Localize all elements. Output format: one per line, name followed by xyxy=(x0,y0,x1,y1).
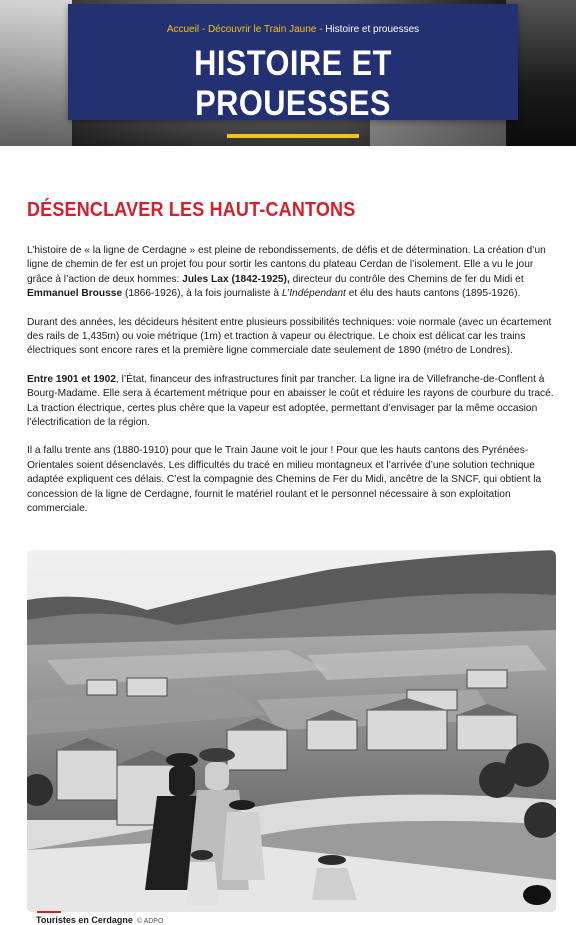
paragraph-intro: L’histoire de « la ligne de Cerdagne » est pleine de rebondissements, de défis et de détermination. La création d’un ligne de chemin de fer est un projet fou pour sortir les cantons du plateau Cerdan de l’isolement. Elle a vu le jour grâce à l’action de deux hommes: Jules Lax (1842-1925), directeur du contrôle des Chemins de fer du Midi et Emmanuel Brousse (1866-1926), à la fois journaliste à L’Indépendant et élu des hauts cantons (1895-1926). xyxy=(27,245,546,300)
hero-title-box xyxy=(68,4,518,123)
title-underline xyxy=(227,134,359,138)
photo-credit: © ADPO xyxy=(136,918,164,925)
paragraph-decision: Entre 1901 et 1902, l’État, financeur des infrastructures finit par trancher. La ligne ira de Villefranche-de-Conflent à Bourg-Madame. Elle sera à écartement métrique pour en abaisser le coût et réduire les rayons de courbure du tracé. La traction électrique, certes plus chère que la vapeur est adoptée, permettant d’envisager par la même occasion l’électrification de la région. xyxy=(27,373,554,429)
highlight-jules-lax: Jules Lax (1842-1925), xyxy=(182,273,290,285)
breadcrumb-separator: - xyxy=(316,24,326,35)
main-content xyxy=(27,198,555,517)
breadcrumb xyxy=(68,24,518,35)
caption-accent-bar xyxy=(37,911,61,913)
breadcrumb-current: Histoire et prouesses xyxy=(325,24,420,35)
historic-photo xyxy=(27,550,556,912)
section-title: DÉSENCLAVER LES HAUT-CANTONS xyxy=(27,199,356,221)
highlight-dates: Entre 1901 et 1902 xyxy=(27,373,116,385)
page-title: HISTOIRE ET PROUESSES xyxy=(194,44,392,123)
photo-illustration xyxy=(27,550,556,912)
highlight-emmanuel-brousse: Emmanuel Brousse xyxy=(27,288,123,300)
hero-background-photo xyxy=(0,0,72,146)
breadcrumb-separator: - xyxy=(199,24,208,35)
caption-title: Touristes en Cerdagne xyxy=(36,915,133,925)
paragraph-techniques: Durant des années, les décideurs hésitent entre plusieurs possibilités techniques: voie normale (avec un écartement des rails de 1,435m) ou voie métrique (1m) et traction à vapeur ou électrique. Le choix est délicat car les trains électriques sont encore rares et la première ligne commerciale date seulement de 1890 (métro de Londres). xyxy=(27,316,552,357)
breadcrumb-home-link[interactable]: Accueil xyxy=(166,24,200,35)
hero-banner xyxy=(0,0,576,146)
paragraph-conclusion: Il a fallu trente ans (1880-1910) pour que le Train Jaune voit le jour ! Pour que les hauts cantons des Pyrénées-Orientales soient désenclavés. Les difficultés du tracé en milieu montagneux et l’arrivée d’une solution technique adaptée expliquent ces délais. C’est la compagnie des Chemins de Fer du Midi, ancêtre de la SNCF, qui obtient la concession de la ligne de Cerdagne, fournit le matériel roulant et le personnel nécessaire à son exploitation commerciale. xyxy=(27,445,542,515)
breadcrumb-parent-link[interactable]: Découvrir le Train Jaune xyxy=(207,24,317,35)
newspaper-name: L’Indépendant xyxy=(281,288,346,300)
